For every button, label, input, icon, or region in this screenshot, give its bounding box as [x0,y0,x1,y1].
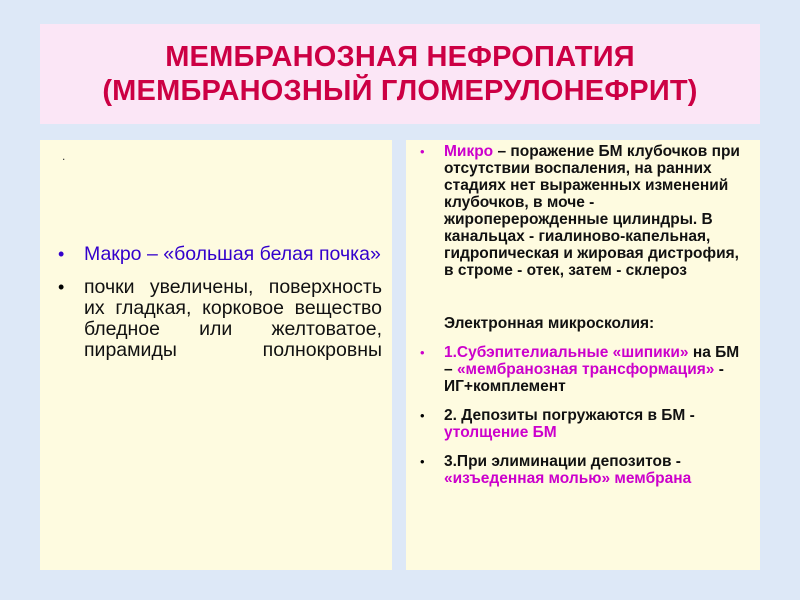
macro-text [84,244,381,265]
bullet-icon: • [58,244,65,264]
item1-connector: на БМ – [444,344,740,378]
title-box [40,24,760,124]
bullet-icon: • [58,277,65,297]
slide-title-line-2: (МЕМБРАНОЗНЫЙ ГЛОМЕРУЛОНЕФРИТ) [102,75,698,107]
macro-dash: – [141,243,164,265]
em-item-1-text [444,344,752,395]
item2-thickening: утолщение БМ [444,424,557,441]
description-bullet-item [58,277,382,361]
item3-moth-eaten: «изъеденная молью» мембрана [444,470,692,487]
macro-term: «большая белая почка» [163,243,381,265]
item3-text: 3.При элиминации депозитов - [444,453,681,470]
micro-text [444,143,752,279]
macro-bullet-item [58,244,382,265]
item1-transformation: «мембранозная трансформация» [456,361,715,378]
em-item-3-text [444,453,752,487]
item1-complement: - ИГ+комплемент [444,361,724,395]
em-item-3 [420,453,752,487]
em-heading: Электронная микросколия: [444,315,655,332]
em-item-1 [420,344,752,395]
item1-term: 1.Субэпителиальные «шипики» [444,344,689,361]
bullet-icon: • [420,144,425,159]
right-panel [406,140,760,570]
micro-bullet-item [420,143,752,279]
micro-label: Микро [444,143,494,160]
micro-description: – поражение БМ клубочков при отсутствии воспаления, на ранних стадиях нет выраженных изменений клубочков, в моче - жироперерожденные цилиндры. В канальцах - гиалиново-капельная, гидропическая и жировая дистрофия, в строме - отек, затем - склероз [444,143,740,279]
em-heading-item [420,315,752,332]
macro-label: Макро [84,243,142,265]
em-item-2-text [444,407,752,441]
slide-title-line-1: МЕМБРАНОЗНАЯ НЕФРОПАТИЯ [165,41,635,73]
bullet-icon: • [420,345,425,360]
left-panel [40,140,392,570]
em-item-2 [420,407,752,441]
kidney-description: почки увеличены, поверхность их гладкая, корковое вещество бледное или желтоватое, пирамиды полнокровны [84,276,382,361]
item2-text: 2. Депозиты погружаются в БМ - [444,407,695,424]
bullet-icon: • [420,454,425,469]
empty-bullet-dot: . [62,149,66,163]
bullet-icon: • [420,408,425,423]
